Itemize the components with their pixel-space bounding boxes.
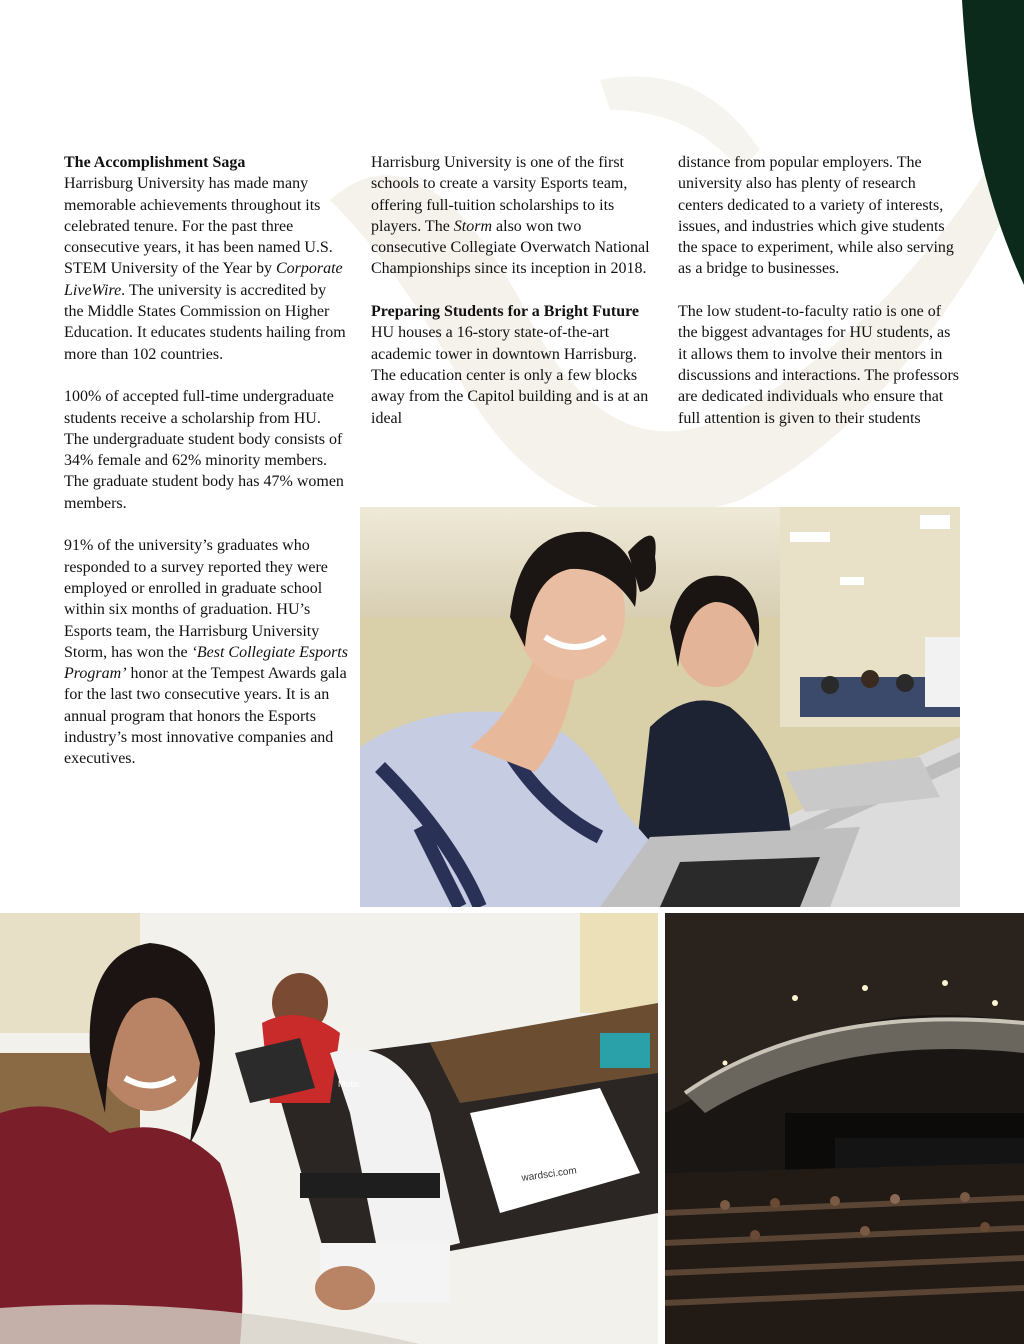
paragraph-faculty-ratio: The low student-to-faculty ratio is one of the biggest advantages for HU students, as it allows them to involve their mentors in discussions and interactions. The professors are dedicated individuals who ensure that full attention is given to their students	[678, 303, 959, 427]
box-label: wardsci.com	[520, 1165, 578, 1184]
photo-student-microscope	[0, 913, 658, 1344]
photo-auditorium	[665, 913, 1024, 1344]
paragraph-academic-tower: HU houses a 16-story state-of-the-art academic tower in downtown Harrisburg. The education center is only a few blocks away from the Capitol building and is at an ideal	[371, 324, 649, 427]
microscope-brand-label: Motic	[338, 1079, 360, 1089]
paragraph-esports: Harrisburg University is one of the first schools to create a varsity Esports team, offering full-tuition scholarships to its players. The Storm also won two consecutive Collegiate Overwatch National Championships since its inception in 2018.	[371, 154, 650, 278]
paragraph-graduates: 91% of the university’s graduates who responded to a survey reported they were employed or enrolled in graduate school within six months of graduation. HU’s Esports team, the Harrisburg University Storm, has won the ‘Best Collegiate Esports Program’ honor at the Tempest Awards gala for the last two consecutive years. It is an annual program that honors the Esports industry’s most innovative companies and executives.	[64, 537, 348, 768]
column-2	[371, 152, 656, 450]
photo-students-laptops	[360, 507, 960, 907]
section-heading-accomplishment: The Accomplishment Saga	[64, 154, 246, 171]
column-1	[64, 152, 348, 791]
column-3	[678, 152, 963, 450]
paragraph-scholarship: 100% of accepted full-time undergraduate students receive a scholarship from HU. The undergraduate student body consists of 34% female and 62% minority members. The graduate student body has 47% women members.	[64, 388, 344, 512]
paragraph-research-centers: distance from popular employers. The university also has plenty of research centers dedicated to a variety of interests, issues, and industries which give students the space to experiment, while also serving as a bridge to businesses.	[678, 154, 954, 278]
paragraph-accomplishment: Harrisburg University has made many memorable achievements throughout its celebrated tenure. For the past three consecutive years, it has been named U.S. STEM University of the Year by Corporate LiveWire. The university is accredited by the Middle States Commission on Higher Education. It educates students hailing from more than 102 countries.	[64, 175, 346, 363]
section-heading-preparing: Preparing Students for a Bright Future	[371, 303, 640, 321]
